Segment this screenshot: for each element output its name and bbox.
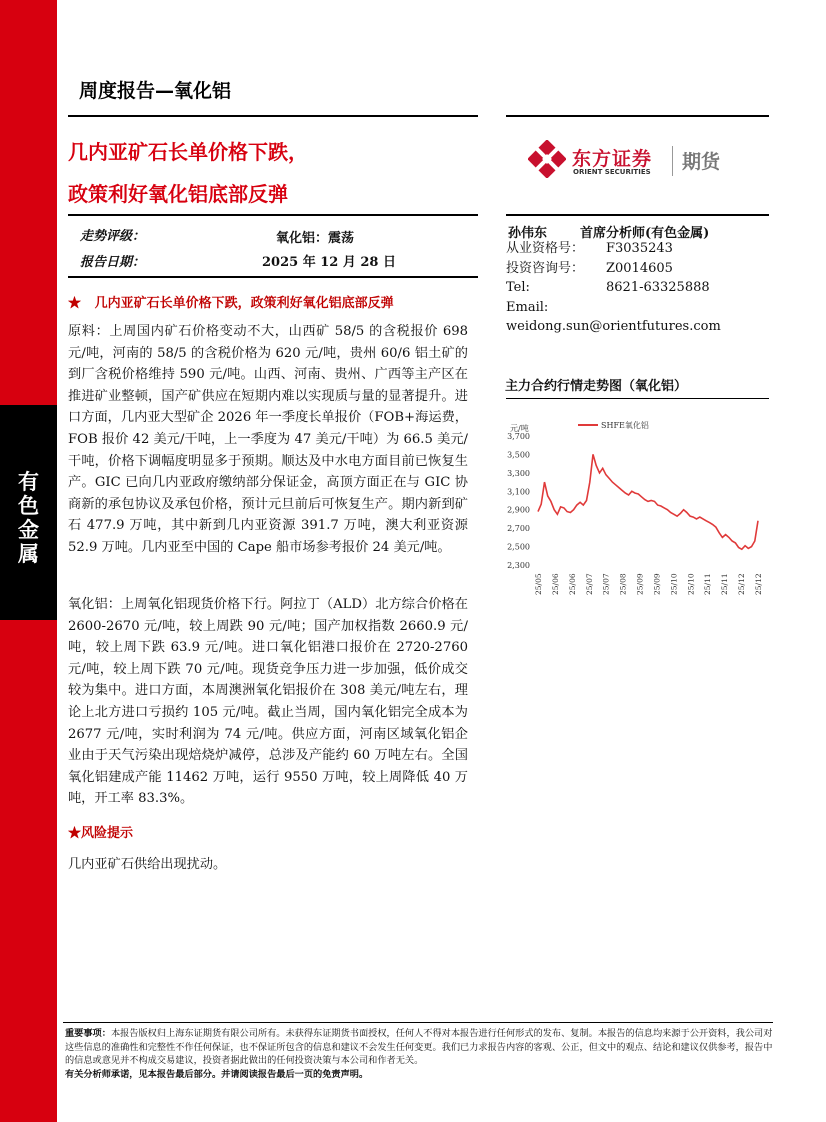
disclaimer-text: 本报告版权归上海东证期货有限公司所有。未获得东证期货书面授权，任何人不得对本报告进行任何形式的发布、复制。本报告的信息均来源于公开资料，我公司对这些信息的准确性和完整性不作任何保证，也不保证所包含的信息和建议不会发生任何变更。我们已力求报告内容的客观、公正，但文中的观点、结论和建议仅供参考，报告中的信息或意见并不构成交易建议，投资者据此做出的任何投资决策与本公司和作者无关。: [65, 1028, 773, 1066]
y-tick-label: 3,100: [507, 487, 530, 497]
meta-divider-bottom: [68, 276, 478, 278]
x-tick-label: 25/10: [669, 573, 679, 595]
logo-mark-icon: [528, 140, 566, 178]
analyst-info: [506, 239, 776, 337]
rating-label: 走势评级：: [80, 229, 146, 244]
company-logo: [528, 140, 748, 180]
price-line-chart: [500, 410, 770, 610]
x-tick-label: 25/12: [754, 573, 763, 595]
x-tick-label: 25/11: [720, 573, 730, 595]
summary-heading: ★ 几内亚矿石长单价格下跌，政策利好氧化铝底部反弹: [68, 296, 394, 311]
chart-legend: SHFE氧化铝: [601, 421, 649, 430]
x-tick-label: 25/12: [737, 573, 747, 595]
chart-divider: [506, 398, 769, 399]
chart-ylabel: 元/吨: [510, 424, 529, 433]
series-line-shfe-alumina: [538, 454, 758, 549]
info-row-email[interactable]: Email:weidong.sun@orientfutures.com: [506, 299, 721, 334]
date-value: 2025 年 12 月 28 日: [262, 255, 396, 270]
x-tick-label: 25/06: [550, 573, 560, 595]
report-title-line1: 几内亚矿石长单价格下跌，: [68, 140, 308, 164]
analyst-divider: [506, 214, 769, 216]
report-title-line2: 政策利好氧化铝底部反弹: [68, 182, 288, 206]
info-row-license: 从业资格号： F3035243: [506, 241, 673, 256]
analyst-name: 孙伟东: [508, 226, 548, 241]
rating-value: 氧化铝：震荡: [276, 231, 355, 246]
disclaimer-commitment: 有关分析师承诺，见本报告最后部分。并请阅读报告最后一页的免责声明。: [65, 1068, 369, 1080]
star-icon: ★: [68, 296, 82, 311]
y-tick-label: 2,500: [507, 542, 530, 552]
logo-name-en: ORIENT SECURITIES: [573, 168, 651, 176]
y-tick-label: 2,300: [507, 561, 530, 570]
disclaimer-divider: [63, 1022, 773, 1023]
x-tick-label: 25/09: [652, 573, 662, 595]
y-tick-label: 2,900: [507, 505, 530, 515]
date-label: 报告日期：: [80, 255, 146, 270]
y-tick-label: 3,700: [507, 432, 530, 441]
x-tick-label: 25/07: [601, 573, 611, 595]
x-tick-label: 25/10: [686, 573, 696, 595]
risk-text: 几内亚矿石供给出现扰动。: [68, 857, 227, 872]
logo-separator: [672, 146, 673, 176]
header-divider-left: [68, 115, 478, 117]
header-divider-right: [506, 115, 769, 117]
chart-title: 主力合约行情走势图（氧化铝）: [505, 379, 688, 394]
paragraph-raw-material: 原料：上周国内矿石价格变动不大，山西矿 58/5 的含税报价 698 元/吨，河南的 58/5 的含税价格为 620 元/吨，贵州 60/6 铝土矿的到厂含税价格维持 590 元/吨。山西、河南、贵州、广西等主产区在推进矿业整顿，国产矿供应在短期内难以实现质与量的显著提升。进口方面，几内亚大型矿企 2026 年一季度长单报价（FOB+海运费，FOB 报价 42 美元/干吨，上一季度为 47 美元/干吨）为 66.5 美元/干吨，价格下调幅度明显多于预期。顺达及中水电方面目前已恢复生产。GIC 已向几内亚政府缴纳部分保证金，高顶方面正在与 GIC 协商新的承包协议及承包价格，预计元旦前后可恢复生产。期内新到矿石 477.9 万吨，其中新到几内亚资源 391.7 万吨，澳大利亚资源 52.9 万吨。几内亚至中国的 Cape 船市场参考报价 24 美元/吨。: [68, 324, 468, 555]
paragraph-alumina: 氧化铝：上周氧化铝现货价格下行。阿拉丁（ALD）北方综合价格在 2600-2670 元/吨，较上周跌 90 元/吨；国产加权指数 2660.9 元/吨，较上周下跌 63.9 元/吨。进口氧化铝港口报价在 2720-2760 元/吨，较上周下跌 70 元/吨。现货竞争压力进一步加强，低价成交较为集中。进口方面，本周澳洲氧化铝报价在 308 美元/吨左右，理论上北方进口亏损约 105 元/吨。截止当周，国内氧化铝完全成本为 2677 元/吨，实时利润为 74 元/吨。供应方面，河南区域氧化铝企业由于天气污染出现焙烧炉减停，总涉及产能约 60 万吨左右。全国氧化铝建成产能 11462 万吨，运行 9550 万吨，较上周降低 40 万吨，开工率 83.3%。: [68, 597, 468, 807]
info-row-consult: 投资咨询号： Z0014605: [506, 260, 673, 276]
x-tick-label: 25/08: [618, 573, 628, 595]
y-tick-label: 2,700: [507, 524, 530, 534]
x-tick-label: 25/07: [584, 573, 594, 595]
logo-division: 期货: [682, 151, 721, 173]
y-tick-label: 3,300: [507, 468, 530, 478]
email-link[interactable]: weidong.sun@orientfutures.com: [506, 319, 721, 334]
meta-divider-top: [68, 214, 478, 216]
risk-heading: ★风险提示: [68, 826, 134, 841]
disclaimer: [65, 1027, 773, 1081]
x-tick-label: 25/11: [703, 573, 713, 595]
y-tick-label: 3,500: [507, 450, 530, 460]
analyst-title: 首席分析师(有色金属): [580, 226, 710, 241]
x-tick-label: 25/09: [635, 573, 645, 595]
x-tick-label: 25/05: [534, 573, 543, 595]
disclaimer-label: 重要事项：: [65, 1028, 111, 1039]
x-tick-label: 25/06: [567, 573, 577, 595]
info-row-tel: Tel: 8621-63325888: [506, 280, 710, 295]
logo-name-cn: 东方证券: [572, 148, 653, 170]
sector-label: 有 色 金 属: [18, 470, 39, 566]
doc-type: 周度报告—氧化铝: [79, 80, 232, 102]
